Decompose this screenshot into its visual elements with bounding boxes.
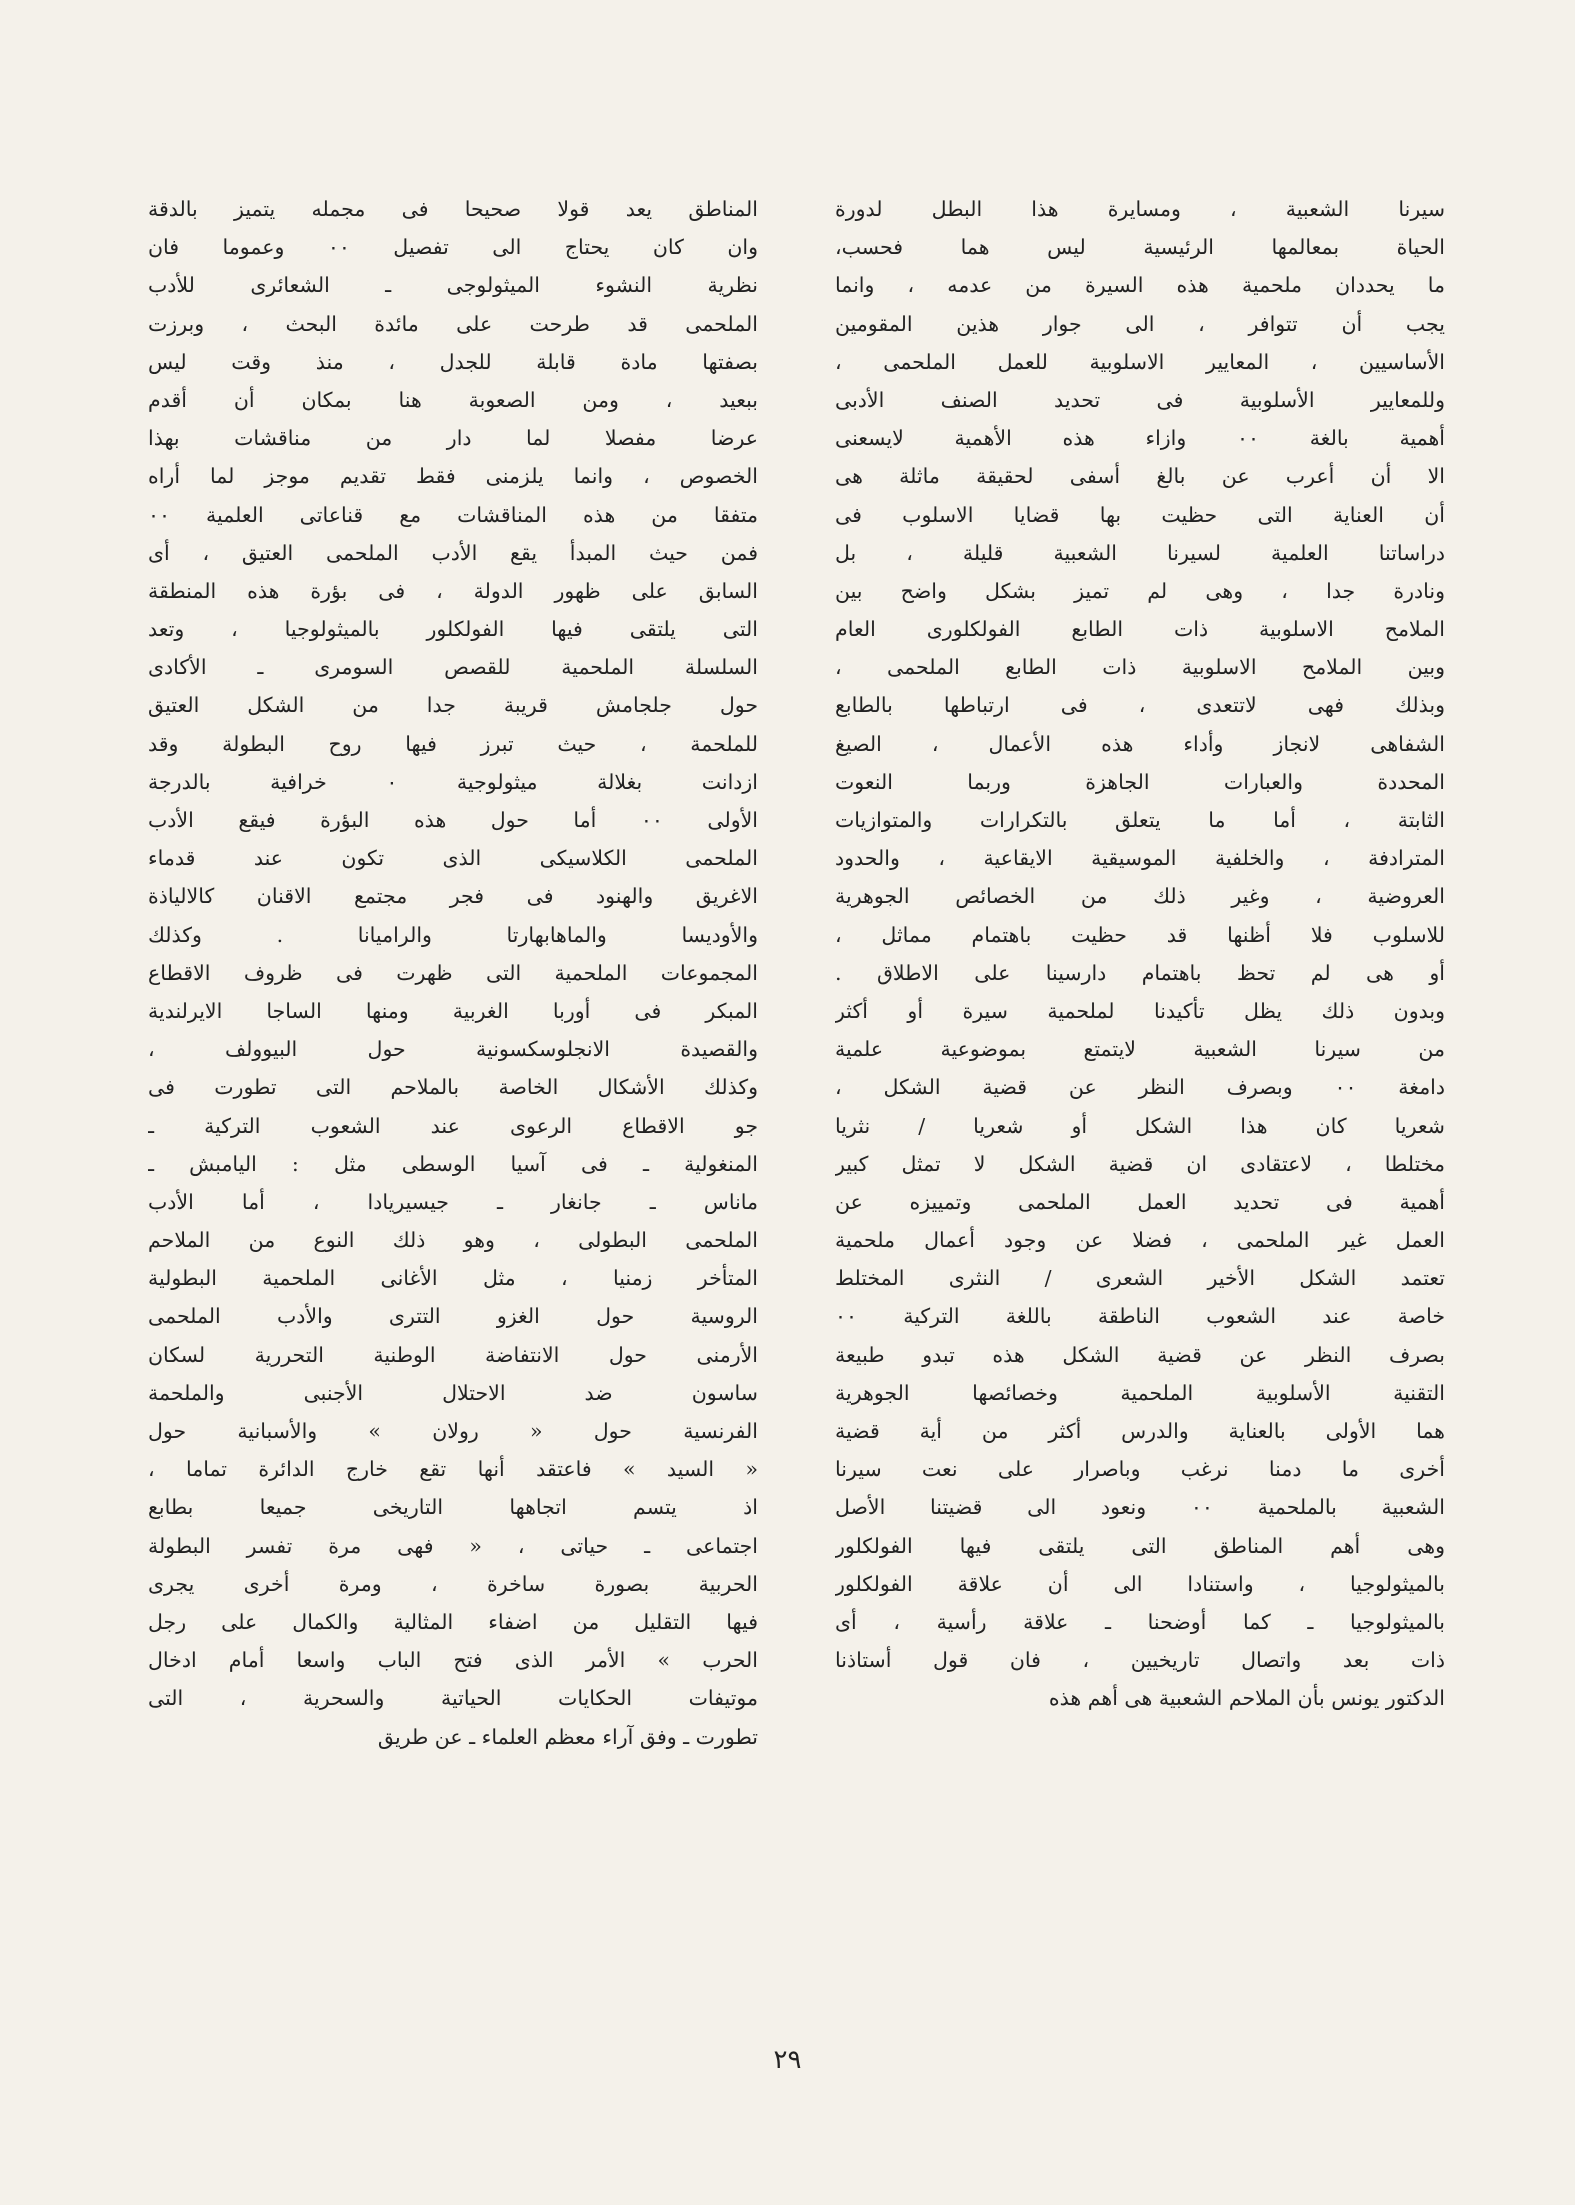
left-column-line: اجتماعى ـ حياتى ، « فهى مرة تفسر البطولة bbox=[148, 1533, 758, 1558]
right-column-line: ونادرة جدا ، وهى لم تميز بشكل واضح بين bbox=[835, 578, 1445, 603]
left-column-line: ساسون ضد الاحتلال الأجنبى والملحمة bbox=[148, 1380, 758, 1405]
right-column-line: وبذلك فهى لاتتعدى ، فى ارتباطها بالطابع bbox=[835, 693, 1445, 718]
left-column-line: جو الاقطاع الرعوى عند الشعوب التركية ـ bbox=[148, 1113, 758, 1138]
left-column-line: الحرب » الأمر الذى فتح الباب واسعا أمام ادخال bbox=[148, 1648, 758, 1673]
right-column-line: الملامح الاسلوبية ذات الطابع الفولكلورى العام bbox=[835, 617, 1445, 642]
right-column-line: وهى أهم المناطق التى يلتقى فيها الفولكلور bbox=[835, 1533, 1445, 1558]
left-column-line: وان كان يحتاج الى تفصيل ٠٠ وعموما فان bbox=[148, 235, 758, 260]
left-column-line: فمن حيث المبدأ يقع الأدب الملحمى العتيق ، أى bbox=[148, 540, 758, 565]
right-column-line: الشفاهى لانجاز وأداء هذه الأعمال ، الصيغ bbox=[835, 731, 1445, 756]
right-column-line: وللمعايير الأسلوبية فى تحديد الصنف الأدبى bbox=[835, 387, 1445, 412]
left-column-line: الملحمى قد طرحت على مائدة البحث ، وبرزت bbox=[148, 311, 758, 336]
right-column-line: المحددة والعبارات الجاهزة وربما النعوت bbox=[835, 769, 1445, 794]
right-column-line: الحياة بمعالمها الرئيسية ليس هما فحسب، bbox=[835, 235, 1445, 260]
left-column-line: عرضا مفصلا لما دار من مناقشات بهذا bbox=[148, 426, 758, 451]
left-column-line: والقصيدة الانجلوسكسونية حول البيوولف ، bbox=[148, 1037, 758, 1062]
right-column-line: أخرى ما دمنا نرغب وباصرار على نعت سيرنا bbox=[835, 1457, 1445, 1482]
right-column-line: المترادفة ، والخلفية الموسيقية الايقاعية ، والحدود bbox=[835, 846, 1445, 871]
right-column-line: الأساسيين ، المعايير الاسلوبية للعمل الملحمى ، bbox=[835, 349, 1445, 374]
left-column-line: نظرية النشوء الميثولوجى ـ الشعائرى للأدب bbox=[148, 273, 758, 298]
right-column-line: بالميثولوجيا ـ كما أوضحنا ـ علاقة رأسية ، أى bbox=[835, 1609, 1445, 1634]
right-column-line: أو هى لم تحظ باهتمام دارسينا على الاطلاق . bbox=[835, 960, 1445, 985]
left-column-line: ببعيد ، ومن الصعوبة هنا بمكان أن أقدم bbox=[148, 387, 758, 412]
left-text-column bbox=[148, 190, 758, 1756]
left-column-line: المتأخر زمنيا ، مثل الأغانى الملحمية البطولية bbox=[148, 1266, 758, 1291]
right-column-line: ذات بعد واتصال تاريخيين ، فان قول أستاذنا bbox=[835, 1648, 1445, 1673]
left-column-line: الملحمى الكلاسيكى الذى تكون عند قدماء bbox=[148, 846, 758, 871]
right-column-line: هما الأولى بالعناية والدرس أكثر من أية قضية bbox=[835, 1419, 1445, 1443]
left-column-line: المناطق يعد قولا صحيحا فى مجمله يتميز بالدقة bbox=[148, 197, 758, 221]
page-number: ٢٩ bbox=[773, 2045, 802, 2075]
left-column-line: المنغولية ـ فى آسيا الوسطى مثل : اليامبش ـ bbox=[148, 1151, 758, 1176]
left-column-line: الروسية حول الغزو التترى والأدب الملحمى bbox=[148, 1304, 758, 1329]
right-column-line: للاسلوب فلا أظنها قد حظيت باهتمام مماثل ، bbox=[835, 922, 1445, 947]
right-column-line: مختلطا ، لاعتقادى ان قضية الشكل لا تمثل كبير bbox=[835, 1151, 1445, 1176]
left-column-line: التى يلتقى فيها الفولكلور بالميثولوجيا ، وتعد bbox=[148, 617, 758, 642]
left-column-line: السابق على ظهور الدولة ، فى بؤرة هذه المنطقة bbox=[148, 578, 758, 603]
left-column-line: بصفتها مادة قابلة للجدل ، منذ وقت ليس bbox=[148, 349, 758, 374]
left-column-line: الاغريق والهنود فى فجر مجتمع الاقنان كالالياذة bbox=[148, 884, 758, 909]
left-column-line: والأوديسا والماهابهارتا والراميانا . وكذلك bbox=[148, 922, 758, 947]
right-text-column bbox=[835, 190, 1445, 1718]
right-column-line: وبين الملامح الاسلوبية ذات الطابع الملحمى ، bbox=[835, 655, 1445, 680]
right-column-line: التقنية الأسلوبية الملحمية وخصائصها الجوهرية bbox=[835, 1380, 1445, 1405]
right-column-line: تعتمد الشكل الأخير الشعرى / النثرى المختلط bbox=[835, 1266, 1445, 1291]
left-column-line: للملحمة ، حيث تبرز فيها روح البطولة وقد bbox=[148, 731, 758, 756]
left-column-line: الأولى ٠٠ أما حول هذه البؤرة فيقع الأدب bbox=[148, 808, 758, 832]
left-column-line: موتيفات الحكايات الحياتية والسحرية ، التى bbox=[148, 1686, 758, 1711]
left-column-line: تطورت ـ وفق آراء معظم العلماء ـ عن طريق bbox=[377, 1724, 758, 1749]
left-column-line: الخصوص ، وانما يلزمنى فقط تقديم موجز لما أراه bbox=[148, 464, 758, 489]
right-column-line: أهمية بالغة ٠٠ وازاء هذه الأهمية لايسعنى bbox=[835, 426, 1445, 451]
right-column-line: دامغة ٠٠ وبصرف النظر عن قضية الشكل ، bbox=[835, 1075, 1445, 1100]
right-column-line: بصرف النظر عن قضية الشكل هذه تبدو طبيعة bbox=[835, 1342, 1445, 1367]
left-column-line: فيها التقليل من اضفاء المثالية والكمال على رجل bbox=[148, 1609, 758, 1634]
right-column-line: ما يحددان ملحمية هذه السيرة من عدمه ، وانما bbox=[835, 273, 1445, 298]
left-column-line: المبكر فى أوربا الغربية ومنها الساجا الايرلندية bbox=[148, 998, 758, 1023]
left-column-line: ازدانت بغلالة ميثولوجية ٠ خرافية بالدرجة bbox=[148, 769, 758, 794]
right-column-line: من سيرنا الشعبية لايتمتع بموضوعية علمية bbox=[835, 1037, 1445, 1062]
left-column-line: متفقا من هذه المناقشات مع قناعاتى العلمية ٠٠ bbox=[148, 502, 758, 527]
right-column-line: الا أن أعرب عن بالغ أسفى لحقيقة ماثلة هى bbox=[835, 464, 1445, 489]
right-column-line: أهمية فى تحديد العمل الملحمى وتمييزه عن bbox=[835, 1189, 1445, 1214]
right-column-line: العروضية ، وغير ذلك من الخصائص الجوهرية bbox=[835, 884, 1445, 909]
right-column-line: بالميثولوجيا ، واستنادا الى أن علاقة الفولكلور bbox=[835, 1571, 1445, 1596]
right-column-line: دراساتنا العلمية لسيرنا الشعبية قليلة ، بل bbox=[835, 540, 1445, 565]
left-column-line: حول جلجامش قريبة جدا من الشكل العتيق bbox=[148, 693, 758, 718]
left-column-line: المجموعات الملحمية التى ظهرت فى ظروف الاقطاع bbox=[148, 960, 758, 985]
left-column-line: الفرنسية حول « رولان » والأسبانية حول bbox=[148, 1419, 758, 1443]
right-column-line: يجب أن تتوافر ، الى جوار هذين المقومين bbox=[835, 311, 1445, 336]
left-column-line: اذ يتسم اتجاهها التاريخى جميعا بطابع bbox=[148, 1495, 758, 1520]
left-column-line: السلسلة الملحمية للقصص السومرى ـ الأكادى bbox=[148, 655, 758, 680]
left-column-line: « السيد » فاعتقد أنها تقع خارج الدائرة تماما ، bbox=[148, 1457, 758, 1482]
right-column-line: العمل غير الملحمى ، فضلا عن وجود أعمال ملحمية bbox=[835, 1228, 1445, 1253]
left-column-line: الأرمنى حول الانتفاضة الوطنية التحررية لسكان bbox=[148, 1342, 758, 1367]
right-column-line: خاصة عند الشعوب الناطقة باللغة التركية ٠٠ bbox=[835, 1304, 1445, 1329]
left-column-line: الحربية بصورة ساخرة ، ومرة أخرى يجرى bbox=[148, 1571, 758, 1596]
right-column-line: الثابتة ، أما ما يتعلق بالتكرارات والمتوازيات bbox=[835, 808, 1445, 832]
left-column-line: وكذلك الأشكال الخاصة بالملاحم التى تطورت فى bbox=[148, 1075, 758, 1100]
right-column-line: سيرنا الشعبية ، ومسايرة هذا البطل لدورة bbox=[835, 197, 1445, 221]
right-column-line: الشعبية بالملحمية ٠٠ ونعود الى قضيتنا الأصل bbox=[835, 1495, 1445, 1520]
right-column-line: وبدون ذلك يظل تأكيدنا لملحمية سيرة أو أكثر bbox=[835, 998, 1445, 1023]
right-column-line: الدكتور يونس بأن الملاحم الشعبية هى أهم هذه bbox=[1048, 1686, 1445, 1711]
right-column-line: شعريا كان هذا الشكل أو شعريا / نثريا bbox=[835, 1113, 1445, 1138]
left-column-line: ماناس ـ جانغار ـ جيسيريادا ، أما الأدب bbox=[148, 1189, 758, 1214]
right-column-line: أن العناية التى حظيت بها قضايا الاسلوب فى bbox=[835, 502, 1445, 527]
left-column-line: الملحمى البطولى ، وهو ذلك النوع من الملاحم bbox=[148, 1228, 758, 1253]
